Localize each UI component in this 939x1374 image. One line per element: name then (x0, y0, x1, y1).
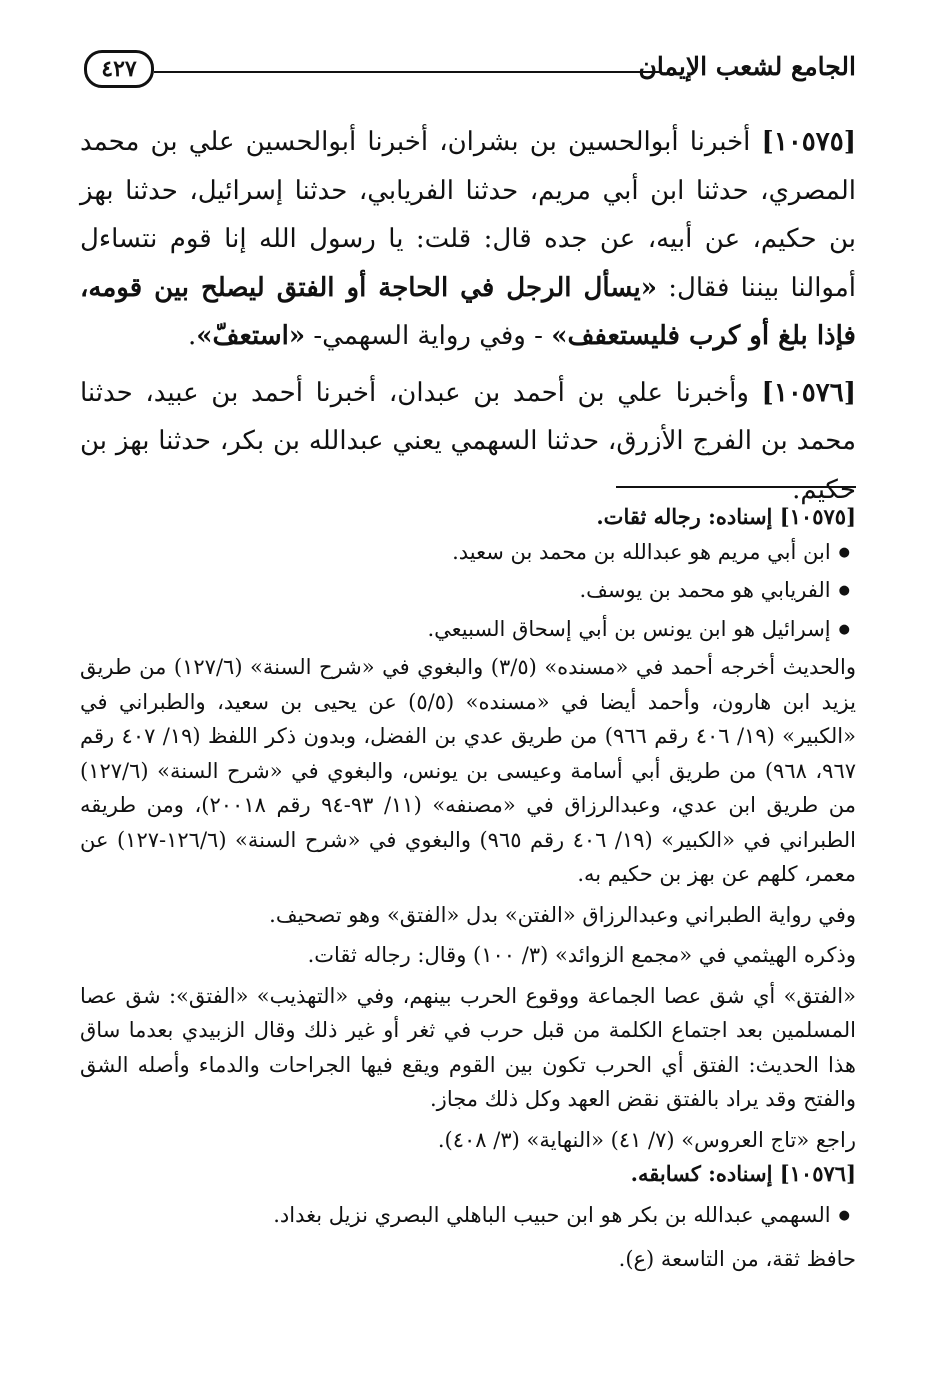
hadith-number: [١٠٥٧٦] (761, 377, 856, 408)
end-punct: . (188, 321, 197, 351)
note-number: [١٠٥٧٦] (779, 1161, 856, 1186)
note-number: [١٠٥٧٥] (779, 504, 856, 529)
footnote-separator (616, 486, 856, 488)
list-item: ● الفريابي هو محمد بن يوسف. (80, 573, 856, 612)
list-item: ● ابن أبي مريم هو عبدالله بن محمد بن سعيد. (80, 535, 856, 574)
list-item: ● إسرائيل هو ابن يونس بن أبي إسحاق السبيعي. (80, 612, 856, 651)
note-heading-10576 (80, 1157, 856, 1192)
hadith-number: [١٠٥٧٥] (761, 127, 856, 157)
hadith-10576 (80, 369, 856, 515)
main-text (80, 118, 856, 514)
hadith-matn: «يسأل الرجل في الحاجة أو الفتق ليصلح بين قومه، فإذا بلغ أو كرب فليستعفف» (80, 272, 856, 351)
header-rule (154, 71, 662, 73)
narration-note: - وفي رواية السهمي- (305, 321, 552, 351)
isnad-text: أخبرنا أبوالحسين بن بشران، أخبرنا أبوالحسين علي بن محمد المصري، حدثنا ابن أبي مريم، حدثنا الفريابي، حدثنا إسرائيل، حدثنا بهز بن حكيم، عن أبيه، عن جده قال: قلت: يا رسول الله إنا قوم نتساءل أموالنا بيننا فقال: (80, 127, 856, 303)
isnad-text: وأخبرنا علي بن أحمد بن عبدان، أخبرنا أحمد بن عبيد، حدثنا محمد بن الفرج الأزرق، حدثنا السهمي يعني عبدالله بن بكر، حدثنا بهز بن حكيم. (80, 377, 856, 505)
takhrij-paragraph: والحديث أخرجه أحمد في «مسنده» (٣/٥) والبغوي في «شرح السنة» (١٢٧/٦) من طريق يزيد ابن هارون، وأحمد أيضا في «مسنده» (٥/٥) عن يحيى بن سعيد، والطبراني في «الكبير» (١٩/ ٤٠٦ رقم ٩٦٦) من طريق عدي بن الفضل، وبدون ذكر اللفظ (١٩/ ٤٠٧ رقم ٩٦٧، ٩٦٨) من طريق أبي أسامة وعيسى بن يونس، والبغوي في «شرح السنة» (١٢٧/٦) من طريق ابن عدي، وعبدالرزاق في «مصنفه» (١١/ ٩٣-٩٤ رقم ٢٠٠١٨)، ومن طريقه الطبراني في «الكبير» (١٩/ ٤٠٦ رقم ٩٦٥) والبغوي في «شرح السنة» (١٢٦/٦-١٢٧) عن معمر، كلهم عن بهز بن حكيم به. (80, 655, 857, 886)
grading-note: حافظ ثقة، من التاسعة (ع). (618, 1247, 856, 1271)
note-heading-text: إسناده: رجاله ثقات. (596, 504, 780, 529)
list-item: ● السهمي عبدالله بن بكر هو ابن حبيب الباهلي البصري نزيل بغداد. (80, 1198, 856, 1237)
note-heading-10575 (80, 500, 856, 535)
fatq-explanation: «الفتق» أي شق عصا الجماعة ووقوع الحرب بينهم، وفي «التهذيب» «الفتق»: شق عصا المسلمين بعد اجتماع الكلمة من قبل حرب في ثغر أو غير ذلك وقال الزبيدي بعدما ساق هذا الحديث: الفتق أي الحرب تكون بين القوم ويقع فيها الجراحات والدماء وأصله الشق والفتح وقد يراد بالفتق نقض العهد وكل ذلك مجاز. (80, 983, 856, 1111)
riwaya-note: وفي رواية الطبراني وعبدالرزاق «الفتن» بدل «الفتق» وهو تصحيف. (269, 902, 856, 927)
variant-word: «استعفّ» (196, 321, 306, 351)
running-header (78, 44, 856, 96)
hadith-10575 (80, 118, 856, 361)
haythami-note: وذكره الهيثمي في «مجمع الزوائد» (٣/ ١٠٠) وقال: رجاله ثقات. (307, 943, 856, 967)
footnotes (80, 500, 856, 1277)
book-title: الجامع لشعب الإيمان (638, 52, 856, 81)
note-heading-text: إسناده: كسابقه. (630, 1161, 780, 1186)
reference-note: راجع «تاج العروس» (٧/ ٤١) «النهاية» (٣/ ٤٠٨). (437, 1127, 856, 1152)
page-number: ٤٢٧ (84, 50, 154, 88)
